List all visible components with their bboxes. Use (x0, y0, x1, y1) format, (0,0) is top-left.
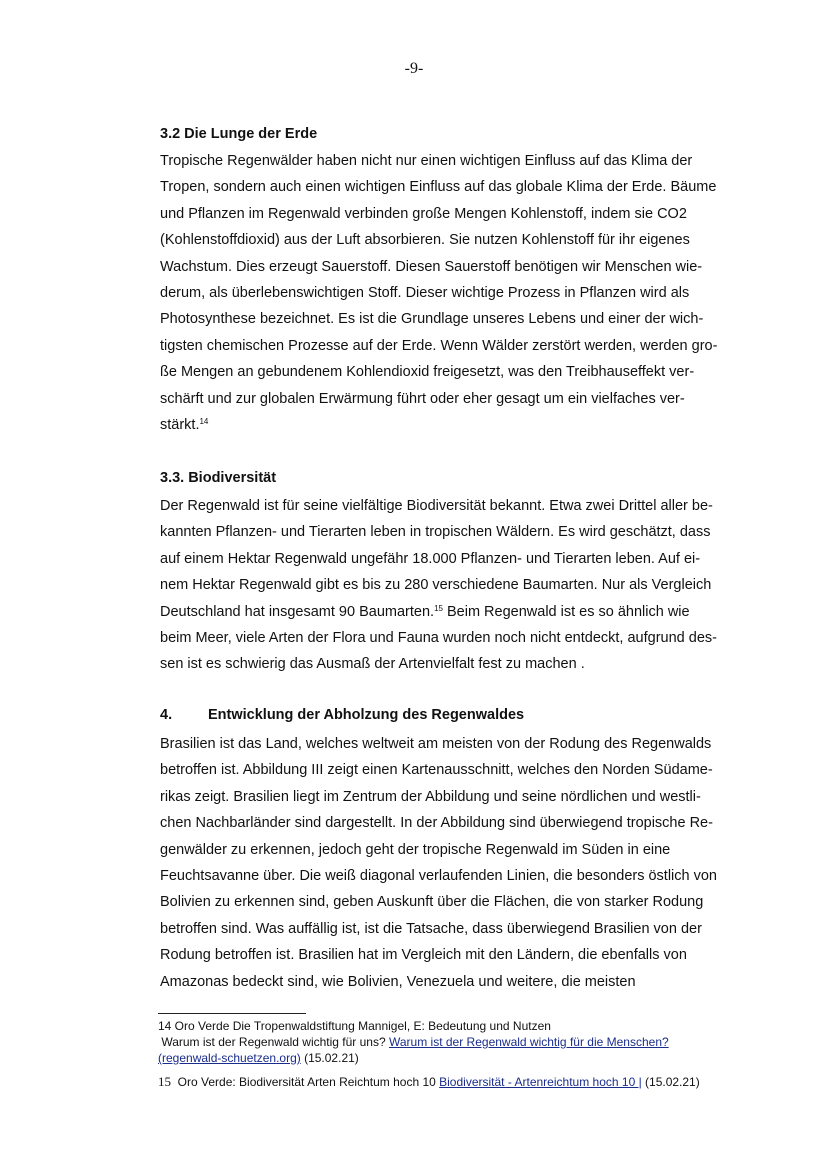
footnote-line (158, 1034, 758, 1050)
footnote-line (158, 1050, 758, 1066)
text-line: rikas zeigt. Brasilien liegt im Zentrum der Abbildung und seine nördlichen und westli- (160, 788, 701, 805)
text-line (160, 599, 717, 625)
footnote-text: Warum ist der Regenwald wichtig für uns? (158, 1035, 389, 1049)
footnote-link[interactable]: Biodiversität - Artenreichtum hoch 10 | (439, 1075, 642, 1089)
section-number: 4. (160, 707, 173, 723)
text-fragment: Beim Regenwald ist es so ähnlich wie (442, 603, 690, 620)
text-line: auf einem Hektar Regenwald ungefähr 18.000 Pflanzen- und Tierarten leben. Auf ei- (160, 550, 701, 567)
text-line: nem Hektar Regenwald gibt es bis zu 280 verschiedene Baumarten. Nur als Vergleich (160, 577, 712, 594)
text-line: Feuchtsavanne über. Die weiß diagonal verlaufenden Linien, die besonders östlich von (160, 868, 717, 885)
text-line: sen ist es schwierig das Ausmaß der Artenvielfalt fest zu machen . (160, 656, 585, 673)
text-line: Rodung betroffen ist. Brasilien hat im Vergleich mit den Ländern, die ebenfalls von (160, 947, 687, 964)
footnote-date: (15.02.21) (641, 1075, 700, 1089)
page-content (160, 124, 752, 990)
section-heading-3-2: 3.2 Die Lunge der Erde (160, 126, 318, 142)
text-line: Amazonas bedeckt sind, wie Bolivien, Venezuela und weitere, die meisten (160, 973, 636, 990)
footnote-ref-15: 15 (434, 603, 443, 613)
text-line: Tropische Regenwälder haben nicht nur einen wichtigen Einfluss auf das Klima der (160, 153, 693, 169)
section-title: Entwicklung der Abholzung des Regenwaldes (208, 707, 525, 723)
text-line: Brasilien ist das Land, welches weltweit am meisten von der Rodung des Regenwalds (160, 736, 712, 752)
page-number: -9- (404, 60, 424, 77)
text-line: genwälder zu erkennen, jedoch geht der tropische Regenwald im Süden in eine (160, 841, 671, 858)
text-line: Bolivien zu erkennen sind, geben Auskunft über die Flächen, die von starker Rodung (160, 894, 704, 911)
section-heading-3-3: 3.3. Biodiversität (160, 470, 277, 486)
text-line: Wachstum. Dies erzeugt Sauerstoff. Diesen Sauerstoff benötigen wir Menschen wie- (160, 258, 703, 275)
footnote-ref-14: 14 (199, 417, 209, 427)
text-fragment: stärkt. (160, 417, 200, 434)
section-body-3-2 (160, 148, 717, 438)
footnote-link[interactable]: (regenwald-schuetzen.org) (158, 1051, 301, 1065)
text-line: derum, als überlebenswichtigen Stoff. Dieser wichtige Prozess in Pflanzen wird als (160, 285, 690, 302)
footnotes (158, 1018, 758, 1090)
footnote-15 (158, 1074, 758, 1090)
text-line: chen Nachbarländer sind dargestellt. In der Abbildung sind überwiegend tropische Re- (160, 815, 713, 832)
text-line: betroffen sind. Was auffällig ist, ist die Tatsache, dass überwiegend Brasilien von der (160, 920, 702, 937)
footnote-line (158, 1074, 758, 1090)
text-line: beim Meer, viele Arten der Flora und Fauna wurden noch nicht entdeckt, aufgrund des- (160, 630, 717, 647)
footnote-divider (158, 1013, 306, 1014)
footnote-number: 15 (158, 1074, 171, 1089)
text-line: ße Mengen an gebundenem Kohlendioxid freigesetzt, was den Treibhauseffekt ver- (160, 364, 695, 381)
text-line: Tropen, sondern auch einen wichtigen Einfluss auf das globale Klima der Erde. Bäume (160, 179, 717, 196)
text-line: schärft und zur globalen Erwärmung führt oder eher gesagt um ein vielfaches ver- (160, 390, 685, 407)
text-line: Photosynthese bezeichnet. Es ist die Grundlage unseres Lebens und einer der wich- (160, 311, 704, 328)
text-line: tigsten chemischen Prozesse auf der Erde. Wenn Wälder zerstört werden, werden gro- (160, 337, 718, 354)
footnote-text: Oro Verde: Biodiversität Arten Reichtum hoch 10 (171, 1075, 440, 1089)
footnote-link[interactable]: Warum ist der Regenwald wichtig für die Menschen? (388, 1035, 669, 1049)
footnote-14 (158, 1018, 758, 1066)
section-heading-4 (160, 705, 524, 725)
footnote-line: 14 Oro Verde Die Tropenwaldstiftung Mannigel, E: Bedeutung und Nutzen (158, 1019, 551, 1033)
section-body-4 (160, 731, 717, 995)
text-line (160, 412, 717, 438)
text-line: und Pflanzen im Regenwald verbinden große Mengen Kohlenstoff, indem sie CO2 (160, 205, 687, 222)
text-line: (Kohlenstoffdioxid) aus der Luft absorbieren. Sie nutzen Kohlenstoff für ihr eigenes (160, 232, 690, 249)
text-line: kannten Pflanzen- und Tierarten leben in tropischen Wäldern. Es wird geschätzt, dass (160, 524, 711, 541)
section-body-3-3 (160, 493, 717, 678)
text-line: Der Regenwald ist für seine vielfältige Biodiversität bekannt. Etwa zwei Drittel aller be- (160, 498, 713, 514)
text-line: betroffen ist. Abbildung III zeigt einen Kartenausschnitt, welches den Norden Südame- (160, 762, 713, 779)
footnote-date: (15.02.21) (300, 1051, 359, 1065)
text-fragment: Deutschland hat insgesamt 90 Baumarten. (160, 603, 435, 620)
